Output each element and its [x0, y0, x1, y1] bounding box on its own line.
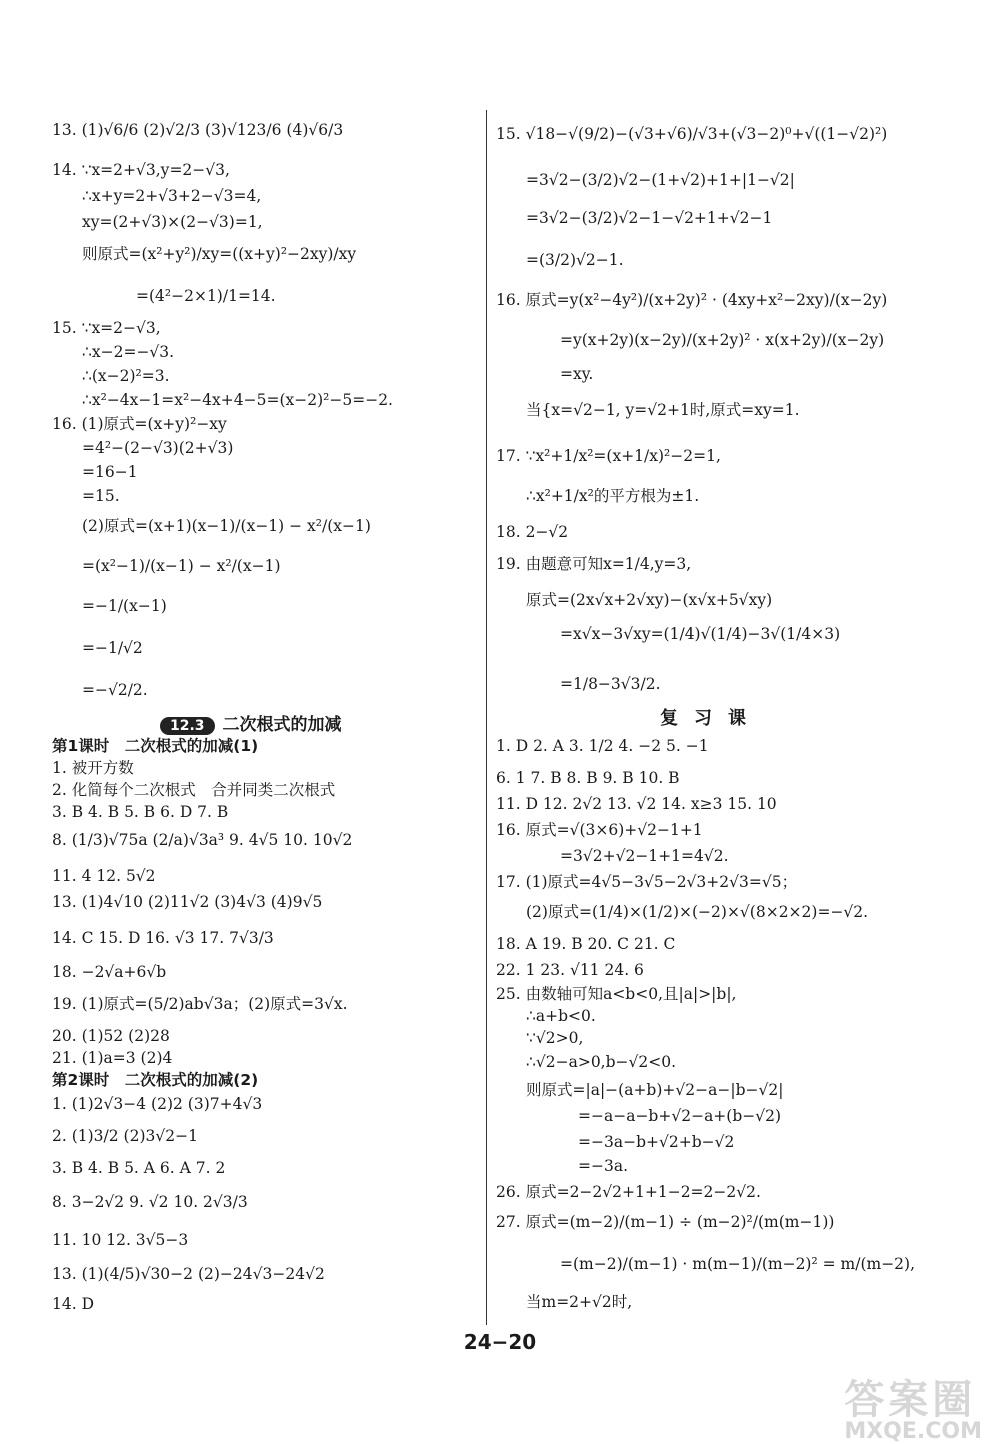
answer-line: ∴x−2=−√3.: [82, 343, 175, 361]
answer-line: =3√2−(3/2)√2−1−√2+1+√2−1: [526, 209, 773, 227]
answer-line: 2. (1)3/2 (2)3√2−1: [52, 1127, 198, 1145]
answer-line: 当m=2+√2时,: [526, 1293, 633, 1311]
answer-line: =−3a−b+√2+b−√2: [578, 1133, 735, 1151]
answer-line: ∴x²−4x−1=x²−4x+4−5=(x−2)²−5=−2.: [82, 391, 393, 409]
answer-line: =(m−2)/(m−1) · m(m−1)/(m−2)² = m/(m−2),: [560, 1255, 916, 1273]
watermark-logo: 答案圈: [844, 1377, 977, 1423]
answer-line: ∴x²+1/x²的平方根为±1.: [526, 487, 700, 505]
answer-line: 2. 化简每个二次根式 合并同类二次根式: [52, 781, 336, 799]
lesson-1-heading: 第1课时 二次根式的加减(1): [52, 737, 259, 755]
answer-26: 26. 原式=2−2√2+1+1−2=2−2√2.: [496, 1183, 761, 1201]
answer-line: 1. D 2. A 3. 1/2 4. −2 5. −1: [496, 737, 709, 755]
answer-line: 17. (1)原式=4√5−3√5−2√3+2√3=√5；: [496, 873, 798, 891]
answer-line: 8. 3−2√2 9. √2 10. 2√3/3: [52, 1193, 248, 1211]
answer-line: =xy.: [560, 365, 594, 383]
answer-line: 3. B 4. B 5. A 6. A 7. 2: [52, 1159, 226, 1177]
watermark-url: MXQE.COM: [844, 1419, 982, 1444]
lesson-2-heading: 第2课时 二次根式的加减(2): [52, 1071, 259, 1089]
answer-line: ∴x+y=2+√3+2−√3=4,: [82, 187, 262, 205]
review-title: 复习课: [660, 708, 762, 729]
answer-line: 16. 原式=√(3×6)+√2−1+1: [496, 821, 703, 839]
answer-line: 则原式=(x²+y²)/xy=((x+y)²−2xy)/xy: [82, 245, 357, 263]
answer-line: (2)原式=(x+1)(x−1)/(x−1) − x²/(x−1): [82, 517, 371, 535]
answer-17: 17. ∵x²+1/x²=(x+1/x)²−2=1,: [496, 447, 721, 465]
answer-line: =−a−a−b+√2−a+(b−√2): [578, 1107, 782, 1125]
answer-line: =3√2−(3/2)√2−(1+√2)+1+|1−√2|: [526, 171, 795, 189]
answer-line: 21. (1)a=3 (2)4: [52, 1049, 173, 1067]
answer-line: 11. 4 12. 5√2: [52, 867, 156, 885]
answer-16: 16. (1)原式=(x+y)²−xy: [52, 415, 227, 433]
section-title: 二次根式的加减: [222, 715, 342, 735]
page-number: 24−20: [463, 1330, 537, 1354]
answer-18: 18. 2−√2: [496, 523, 569, 541]
answer-line: 14. C 15. D 16. √3 17. 7√3/3: [52, 929, 274, 947]
answer-19: 19. 由题意可知x=1/4,y=3,: [496, 555, 692, 573]
answer-15: 15. ∵x=2−√3,: [52, 319, 161, 337]
answer-25: 25. 由数轴可知a<b<0,且|a|>|b|,: [496, 985, 737, 1003]
answer-line: 当{x=√2−1, y=√2+1时,原式=xy=1.: [526, 401, 800, 419]
answer-line: 11. D 12. 2√2 13. √2 14. x≥3 15. 10: [496, 795, 777, 813]
answer-line: 22. 1 23. √11 24. 6: [496, 961, 644, 979]
answer-line: 1. (1)2√3−4 (2)2 (3)7+4√3: [52, 1095, 263, 1113]
answer-line: 1. 被开方数: [52, 759, 134, 777]
section-banner: [160, 710, 342, 735]
answer-line: =y(x+2y)(x−2y)/(x+2y)² · x(x+2y)/(x−2y): [560, 331, 885, 349]
answer-line: xy=(2+√3)×(2−√3)=1,: [82, 213, 263, 231]
answer-line: 13. (1)4√10 (2)11√2 (3)4√3 (4)9√5: [52, 893, 323, 911]
answer-line: =−1/√2: [82, 639, 143, 657]
answer-line: 13. (1)(4/5)√30−2 (2)−24√3−24√2: [52, 1265, 325, 1283]
answer-line: 则原式=|a|−(a+b)+√2−a−|b−√2|: [526, 1081, 784, 1099]
answer-line: =16−1: [82, 463, 138, 481]
answer-13: 13. (1)√6/6 (2)√2/3 (3)√123/6 (4)√6/3: [52, 121, 344, 139]
answer-line: ∴(x−2)²=3.: [82, 367, 170, 385]
answer-15: 15. √18−√(9/2)−(√3+√6)/√3+(√3−2)⁰+√((1−√2)²): [496, 125, 888, 143]
answer-line: 14. D: [52, 1295, 95, 1313]
answer-line: =(4²−2×1)/1=14.: [136, 287, 276, 305]
answer-line: =(3/2)√2−1.: [526, 251, 624, 269]
answer-16: 16. 原式=y(x²−4y²)/(x+2y)² · (4xy+x²−2xy)/(x−2y): [496, 291, 888, 309]
answer-line: 3. B 4. B 5. B 6. D 7. B: [52, 803, 229, 821]
section-number-badge: 12.3: [160, 717, 215, 735]
answer-line: 18. A 19. B 20. C 21. C: [496, 935, 676, 953]
answer-line: =−1/(x−1): [82, 597, 167, 615]
answer-line: =−√2/2.: [82, 681, 148, 699]
column-divider: [486, 110, 487, 1325]
answer-line: =1/8−3√3/2.: [560, 675, 661, 693]
answer-line: =15.: [82, 487, 120, 505]
answer-line: =3√2+√2−1+1=4√2.: [560, 847, 729, 865]
answer-line: 19. (1)原式=(5/2)ab√3a；(2)原式=3√x.: [52, 995, 348, 1013]
answer-line: =−3a.: [578, 1157, 629, 1175]
answer-line: 原式=(2x√x+2√xy)−(x√x+5√xy): [526, 591, 773, 609]
answer-line: (2)原式=(1/4)×(1/2)×(−2)×√(8×2×2)=−√2.: [526, 903, 869, 921]
answer-14: 14. ∵x=2+√3,y=2−√3,: [52, 161, 230, 179]
answer-line: =x√x−3√xy=(1/4)√(1/4)−3√(1/4×3): [560, 625, 841, 643]
answer-line: ∴a+b<0.: [526, 1007, 596, 1025]
answer-27: 27. 原式=(m−2)/(m−1) ÷ (m−2)²/(m(m−1)): [496, 1213, 835, 1231]
answer-line: ∴√2−a>0,b−√2<0.: [526, 1053, 677, 1071]
answer-line: 8. (1/3)√75a (2/a)√3a³ 9. 4√5 10. 10√2: [52, 831, 353, 849]
answer-line: 20. (1)52 (2)28: [52, 1027, 170, 1045]
answer-line: =4²−(2−√3)(2+√3): [82, 439, 234, 457]
answer-line: 11. 10 12. 3√5−3: [52, 1231, 189, 1249]
answer-line: =(x²−1)/(x−1) − x²/(x−1): [82, 557, 281, 575]
answer-line: ∵√2>0,: [526, 1029, 584, 1047]
answer-line: 6. 1 7. B 8. B 9. B 10. B: [496, 769, 680, 787]
watermark: [844, 1368, 982, 1444]
answer-line: 18. −2√a+6√b: [52, 963, 167, 981]
